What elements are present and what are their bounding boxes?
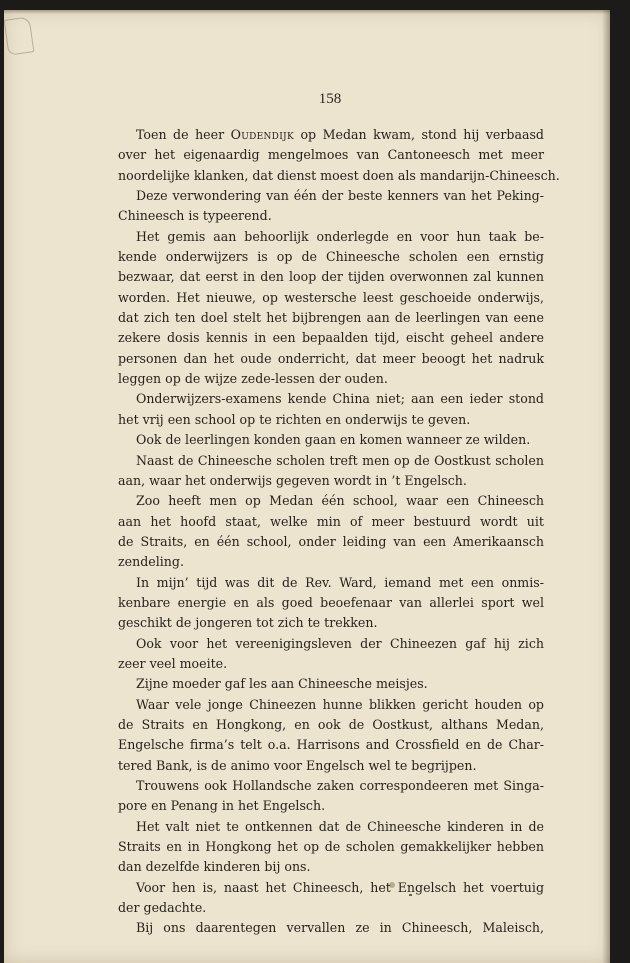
text-line: zendeling. [118, 554, 184, 570]
body-text [118, 125, 560, 939]
text-line: Onderwijzers-examens kende China niet; aan een ieder stond [136, 391, 544, 407]
text-line: noordelijke klanken, dat dienst moest doen als mandarijn-Chineesch. [118, 167, 560, 183]
text-line: Ook de leerlingen konden gaan en komen wanneer ze wilden. [136, 432, 531, 448]
text-line: Het gemis aan behoorlijk onderlegde en voor hun taak be- [136, 228, 544, 244]
text-line: geschikt de jongeren tot zich te trekken. [118, 615, 378, 631]
text-line: Bij ons daarentegen vervallen ze in Chineesch, Maleisch, [136, 920, 544, 936]
text-line: zeer veel moeite. [118, 655, 228, 671]
text-line: de Straits en Hongkong, en ook de Oostkust, althans Medan, [118, 716, 544, 732]
text-line: bezwaar, dat eerst in den loop der tijden overwonnen zal kunnen [118, 269, 544, 285]
text-line: Trouwens ook Hollandsche zaken correspondeeren met Singa- [136, 778, 544, 793]
page-number: 158 [318, 91, 342, 107]
text-line: personen dan het oude onderricht, dat meer beoogt het nadruk [118, 350, 544, 366]
text-line: In mijn’ tijd was dit de Rev. Ward, iemand met een onmis- [136, 574, 544, 590]
text-line: tered Bank, is de animo voor Engelsch wel te begrijpen. [118, 757, 477, 773]
text-line: leggen op de wijze zede-lessen der ouden. [118, 371, 388, 387]
text-line: Zijne moeder gaf les aan Chineesche meisjes. [136, 676, 428, 692]
text-line: de Straits, en één school, onder leiding van een Amerikaansch [118, 533, 544, 549]
text-line: kende onderwijzers is op de Chineesche scholen een ernstig [118, 249, 544, 265]
text-line: pore en Penang in het Engelsch. [118, 798, 326, 814]
corner-fold-mark [4, 16, 34, 55]
text-line-1: Toen de heer Oudendijk op Medan kwam, stond hij verbaasd [136, 127, 544, 142]
text-line: kenbare energie en als goed beoefenaar van allerlei sport wel [118, 594, 544, 610]
text-line: Waar vele jonge Chineezen hunne blikken gericht houden op [136, 696, 544, 712]
page-edge-shadow [602, 10, 610, 963]
text-line: Ook voor het vereenigingsleven der Chineezen gaf hij zich [136, 635, 544, 651]
text-line: Chineesch is typeerend. [118, 208, 272, 224]
text-line: het vrij een school op te richten en onderwijs te geven. [118, 411, 471, 427]
text-line: dat zich ten doel stelt het bijbrengen aan de leerlingen van eene [118, 310, 544, 326]
page-top-edge [4, 10, 610, 14]
text-line: over het eigenaardig mengelmoes van Cantoneesch met meer [118, 147, 544, 163]
text-line: zekere dosis kennis in een bepaalden tijd, eischt geheel andere [118, 330, 544, 346]
text-line: der gedachte. [118, 900, 207, 916]
text-line: Engelsche firma’s telt o.a. Harrisons and Crossfield en de Char- [118, 737, 544, 753]
text-line: dan dezelfde kinderen bij ons. [118, 859, 311, 875]
text-line: Straits en in Hongkong het op de scholen gemakkelijker hebben [118, 839, 544, 855]
text-line: aan het hoofd staat, welke min of meer bestuurd wordt uit [118, 513, 544, 529]
text-line: aan, waar het onderwijs gegeven wordt in ’t Engelsch. [118, 472, 467, 488]
text-line: Naast de Chineesche scholen treft men op de Oostkust scholen [136, 452, 544, 468]
text-line: Zoo heeft men op Medan één school, waar een Chineesch [136, 493, 544, 509]
text-line: Voor hen is, naast het Chineesch, het Engelsch het voertuig [136, 879, 544, 895]
person-name: Oudendijk [230, 127, 294, 142]
text-line: Deze verwondering van één der beste kenners van het Peking- [136, 188, 544, 204]
text-line: worden. Het nieuwe, op westersche leest geschoeide onderwijs, [118, 289, 544, 305]
text-line: Het valt niet te ontkennen dat de Chineesche kinderen in de [136, 818, 544, 834]
